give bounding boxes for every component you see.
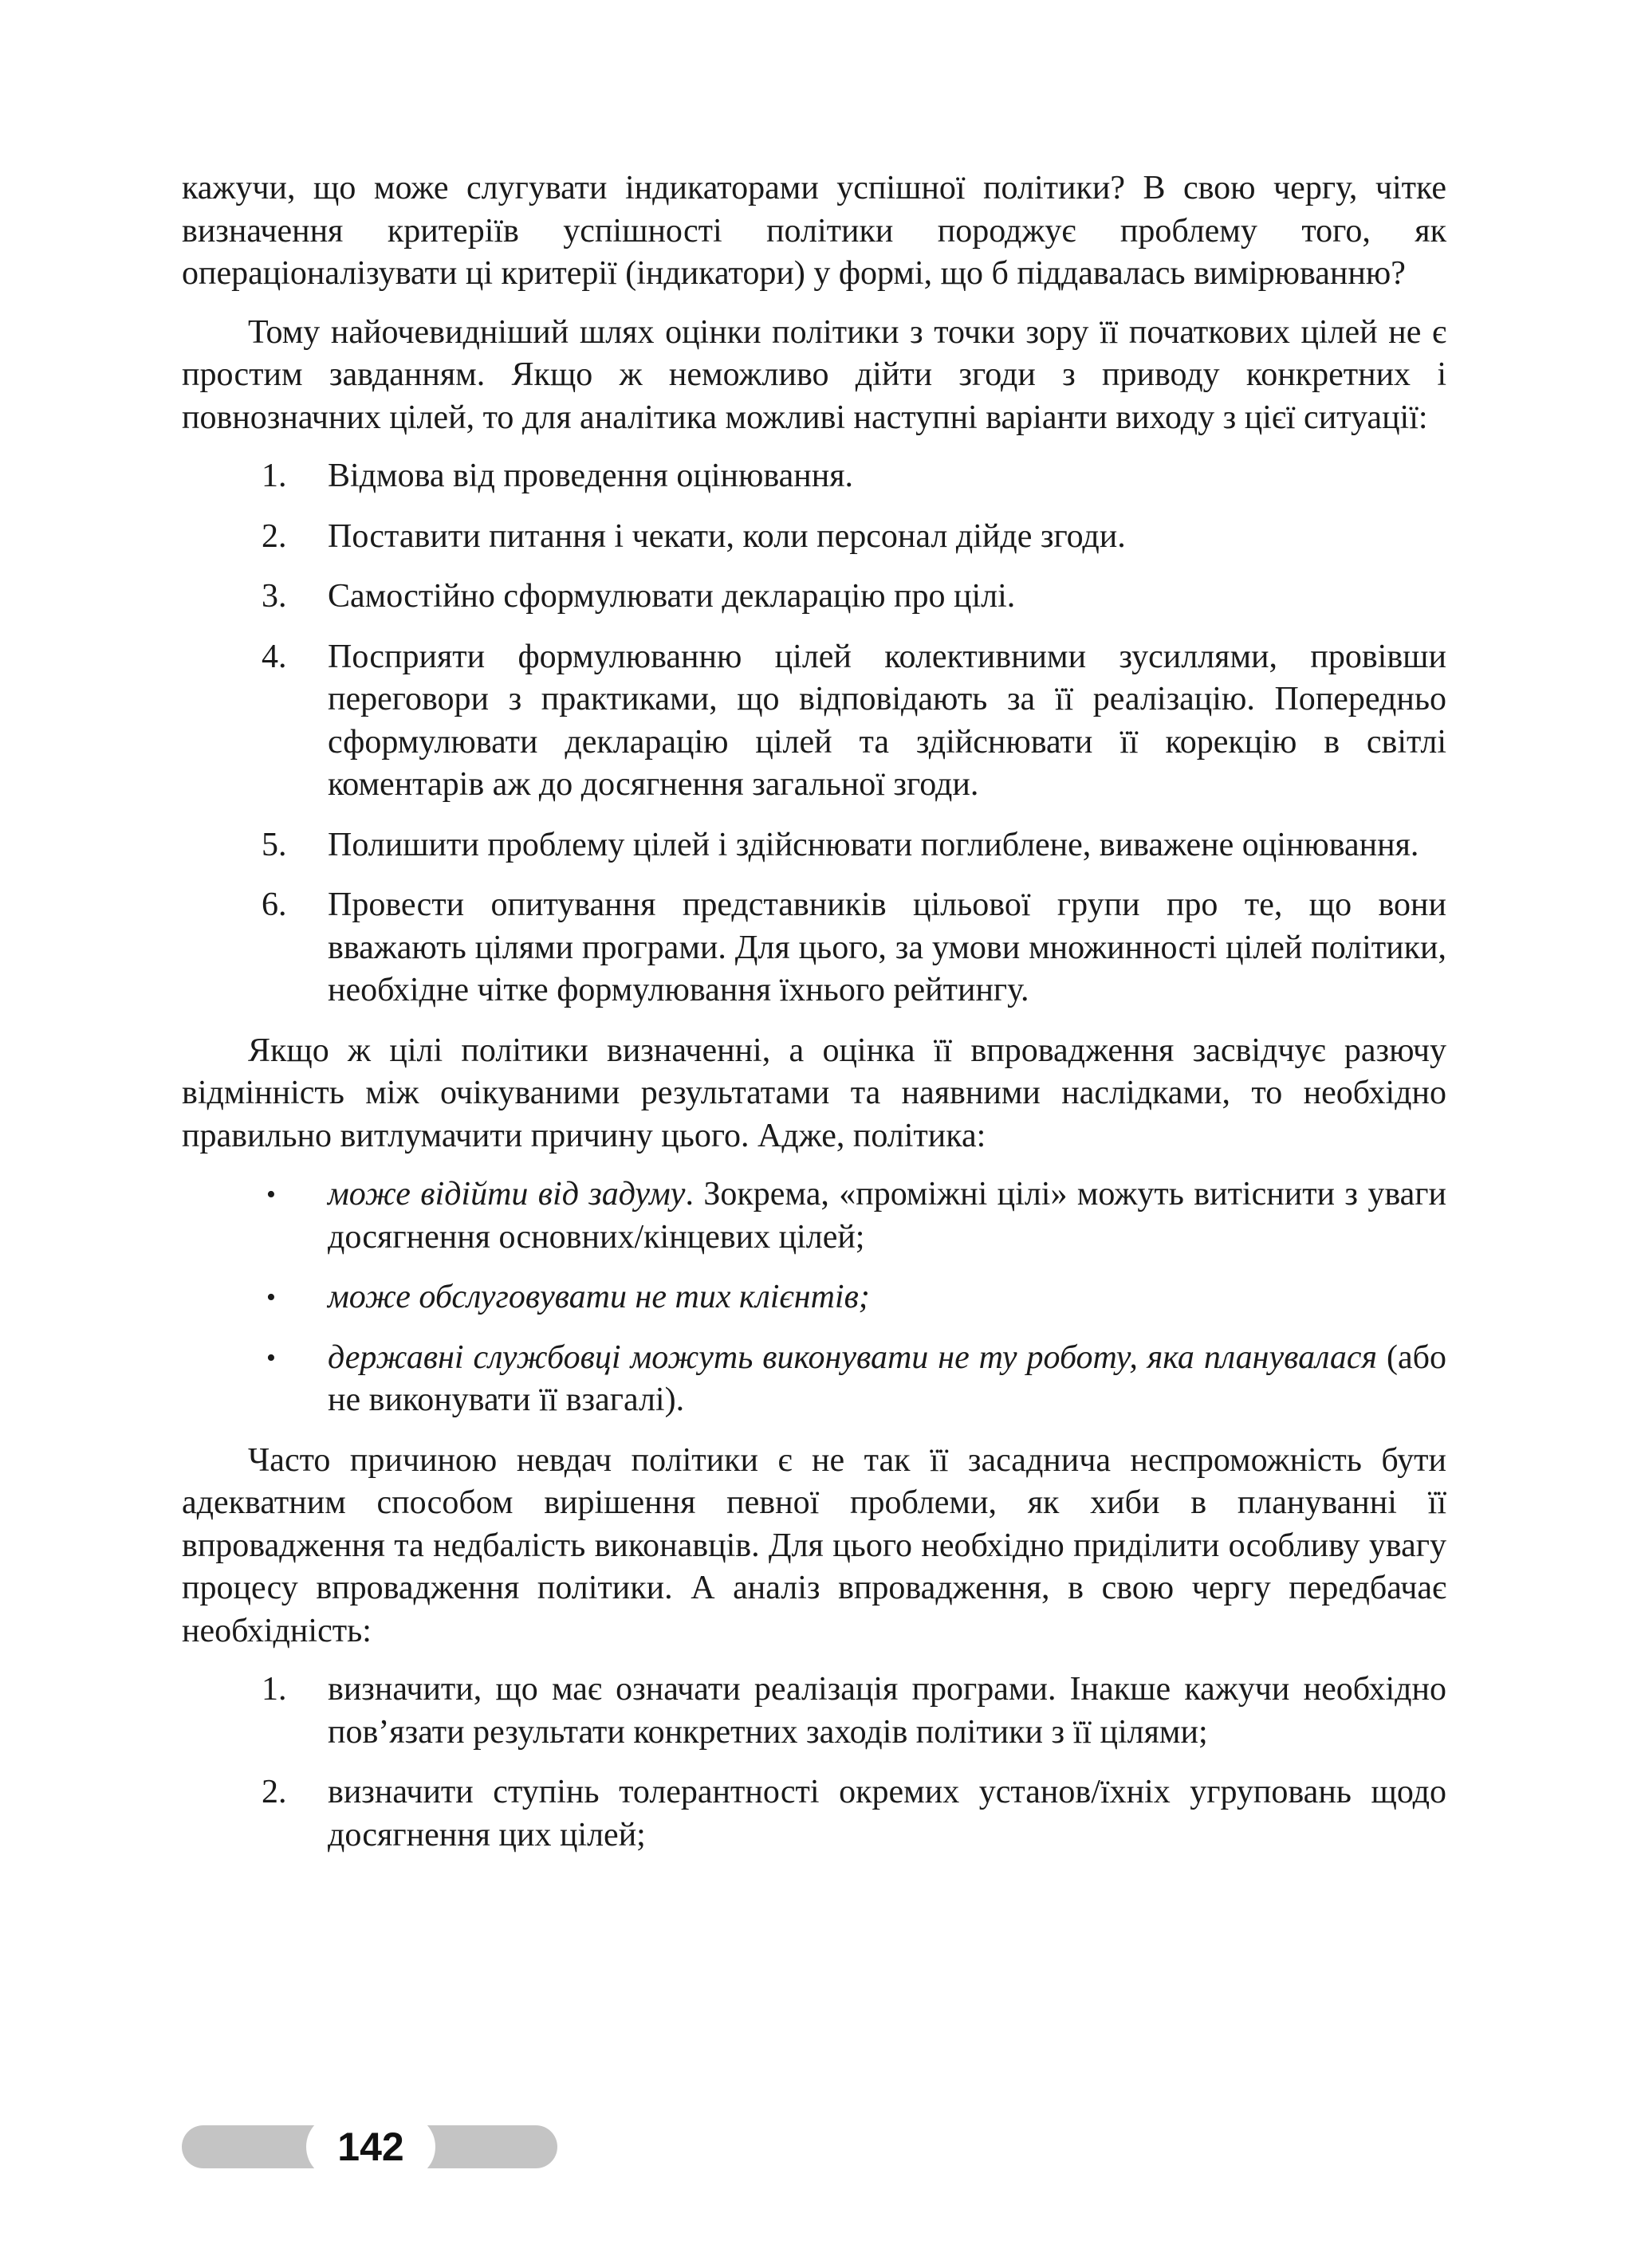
- numbered-list-analysis: [182, 1669, 1446, 1857]
- list-item-text: Полишити проблему цілей і здійснювати поглиблене, виважене оцінювання.: [328, 826, 1419, 863]
- list-item-text: визначити, що має означати реалізація програми. Інакше кажучи необхідно пов’язати результати конкретних заходів політики з її цілями;: [328, 1671, 1446, 1751]
- paragraph: Часто причиною невдач політики є не так її засаднича неспроможність бути адекватним способом вирішення певної проблеми, як хиби в плануванні її впровадження та недбалість виконавців. Для цього необхідно приділити особливу увагу процесу впровадження політики. А аналіз впровадження, в свою чергу передбачає необхідність:: [182, 1441, 1446, 1649]
- list-item-text: Провести опитування представників цільової групи про те, що вони вважають цілями програми. Для цього, за умови множинності цілей політики, необхідне чітке формулювання їхнього рейтингу.: [328, 886, 1446, 1008]
- list-item: [182, 824, 1446, 867]
- list-item: [182, 516, 1446, 559]
- list-item: [182, 455, 1446, 498]
- bullet-list: [182, 1173, 1446, 1422]
- numbered-list-goals: [182, 455, 1446, 1012]
- list-item-text: Поставити питання і чекати, коли персонал дійде згоди.: [328, 517, 1126, 555]
- bullet-marker: •: [266, 1180, 276, 1209]
- list-item: [182, 884, 1446, 1012]
- bullet-item: [182, 1276, 1446, 1319]
- list-number: 1.: [262, 1671, 287, 1708]
- list-item: [182, 1771, 1446, 1857]
- bullet-text: . Зокрема, «проміжні цілі» можуть витіснити з уваги досягнення основних/кінцевих цілей;: [328, 1176, 1446, 1256]
- list-item-text: Відмова від проведення оцінювання.: [328, 458, 854, 494]
- bullet-item: [182, 1173, 1446, 1259]
- bullet-italic-text: може відійти від задуму: [328, 1176, 686, 1213]
- list-item: [182, 1669, 1446, 1754]
- bullet-italic-text: може обслуговувати не тих клієнтів;: [328, 1279, 870, 1315]
- list-number: 2.: [262, 1774, 287, 1810]
- list-number: 1.: [262, 458, 287, 494]
- bullet-item: [182, 1337, 1446, 1422]
- page-number: 142: [306, 2114, 435, 2180]
- paragraph: кажучи, що може слугувати індикаторами успішної політики? В свою чергу, чітке визначення критеріїв успішності політики породжує проблему того, як операціоналізувати ці критерії (індикатори) у формі, що б піддавалась вимірюванню?: [182, 170, 1446, 292]
- list-item-text: Самостійно сформулювати декларацію про цілі.: [328, 578, 1016, 615]
- list-item-text: Посприяти формулюванню цілей колективними зусиллями, провівши переговори з практиками, що відповідають за її реалізацію. Попередньо сформулювати декларацію цілей та здійснювати її корекцію в світлі коментарів аж до досягнення загальної згоди.: [328, 638, 1446, 803]
- list-item: [182, 636, 1446, 807]
- list-number: 6.: [262, 886, 287, 923]
- list-item-text: визначити ступінь толерантності окремих установ/їхніх угруповань щодо досягнення цих цілей;: [328, 1774, 1446, 1853]
- paragraph: Якщо ж цілі політики визначенні, а оцінка її впровадження засвідчує разючу відмінність між очікуваними результатами та наявними наслідками, то необхідно правильно витлумачити причину цього. Адже, політика:: [182, 1032, 1446, 1154]
- list-number: 4.: [262, 638, 287, 675]
- bullet-text: (або не виконувати її взагалі).: [328, 1338, 1446, 1418]
- list-number: 3.: [262, 578, 287, 615]
- bullet-italic-text: державні службовці можуть виконувати не ту роботу, яка планувалася: [328, 1338, 1378, 1376]
- paragraph: Тому найочевидніший шлях оцінки політики з точки зору її початкових цілей не є простим завданням. Якщо ж неможливо дійти згоди з приводу конкретних і повнозначних цілей, то для аналітика можливі наступні варіанти виходу з цієї ситуації:: [182, 313, 1446, 436]
- page-body: [182, 167, 1446, 1874]
- bullet-marker: •: [266, 1283, 276, 1312]
- list-item: [182, 576, 1446, 619]
- list-number: 5.: [262, 826, 287, 863]
- list-number: 2.: [262, 517, 287, 555]
- bullet-marker: •: [266, 1342, 276, 1373]
